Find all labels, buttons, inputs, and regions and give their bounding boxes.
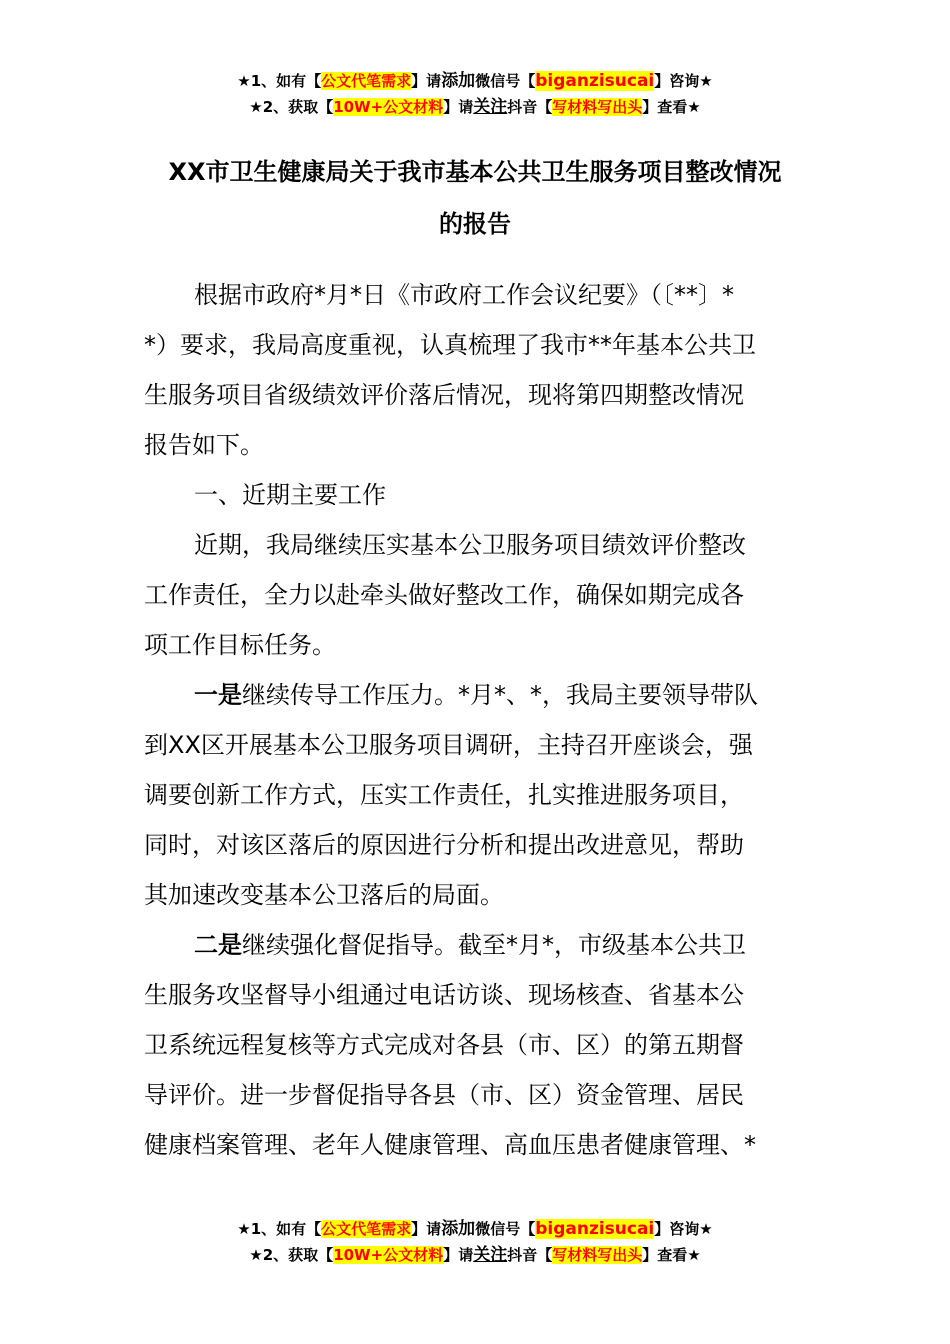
paragraph-point-two: 二是继续强化督促指导。截至*月*，市级基本公共卫 生服务攻坚督导小组通过电话访谈、现场核查、省基本公 卫系统远程复核等方式完成对各县（市、区）的第五期督 导评价。进一步督促指导各县（市、区）资金管理、居民 健康档案管理、老年人健康管理、高血压患者健康管理、* [144, 931, 756, 1159]
banner-line-1: ★1、如有【公文代笔需求】请添加微信号【biganzisucai】咨询★ [237, 71, 713, 91]
document-title [140, 146, 810, 250]
paragraph-point-one: 一是继续传导工作压力。*月*、*，我局主要领导带队 到XX区开展基本公卫服务项目调研，主持召开座谈会，强 调要创新工作方式，压实工作责任，扎实推进服务项目， 同时，对该区落后的原因进行分析和提出改进意见，帮助 其加速改变基本公卫落后的局面。 [144, 681, 758, 909]
title-line-1: XX市卫生健康局关于我市基本公共卫生服务项目整改情况 [168, 158, 782, 186]
top-banner [0, 68, 950, 120]
section-heading: 一、近期主要工作 [194, 481, 386, 509]
title-line-2: 的报告 [439, 210, 511, 238]
banner-line-2-bottom: ★2、获取【10W+公文材料】请关注抖音【写材料写出头】查看★ [249, 1245, 701, 1265]
banner-line-1-bottom: ★1、如有【公文代笔需求】请添加微信号【biganzisucai】咨询★ [237, 1219, 713, 1239]
douyin-account: 写材料写出头 [552, 98, 643, 116]
highlight-service: 公文代笔需求 [321, 72, 412, 90]
wechat-id: biganzisucai [535, 71, 655, 91]
bottom-banner [0, 1216, 950, 1268]
lead-point-two: 二是 [194, 931, 242, 959]
highlight-materials: 10W+公文材料 [333, 98, 444, 116]
paragraph-intro: 根据市政府*月*日《市政府工作会议纪要》（〔**〕* *）要求，我局高度重视，认真梳理了我市**年基本公共卫 生服务项目省级绩效评价落后情况，现将第四期整改情况 报告如下。 [144, 281, 756, 459]
lead-point-one: 一是 [194, 681, 242, 709]
paragraph-recent-work: 近期，我局继续压实基本公卫服务项目绩效评价整改 工作责任，全力以赴牵头做好整改工作，确保如期完成各 项工作目标任务。 [144, 531, 746, 659]
banner-line-2: ★2、获取【10W+公文材料】请关注抖音【写材料写出头】查看★ [249, 97, 701, 117]
document-body [144, 270, 808, 1170]
